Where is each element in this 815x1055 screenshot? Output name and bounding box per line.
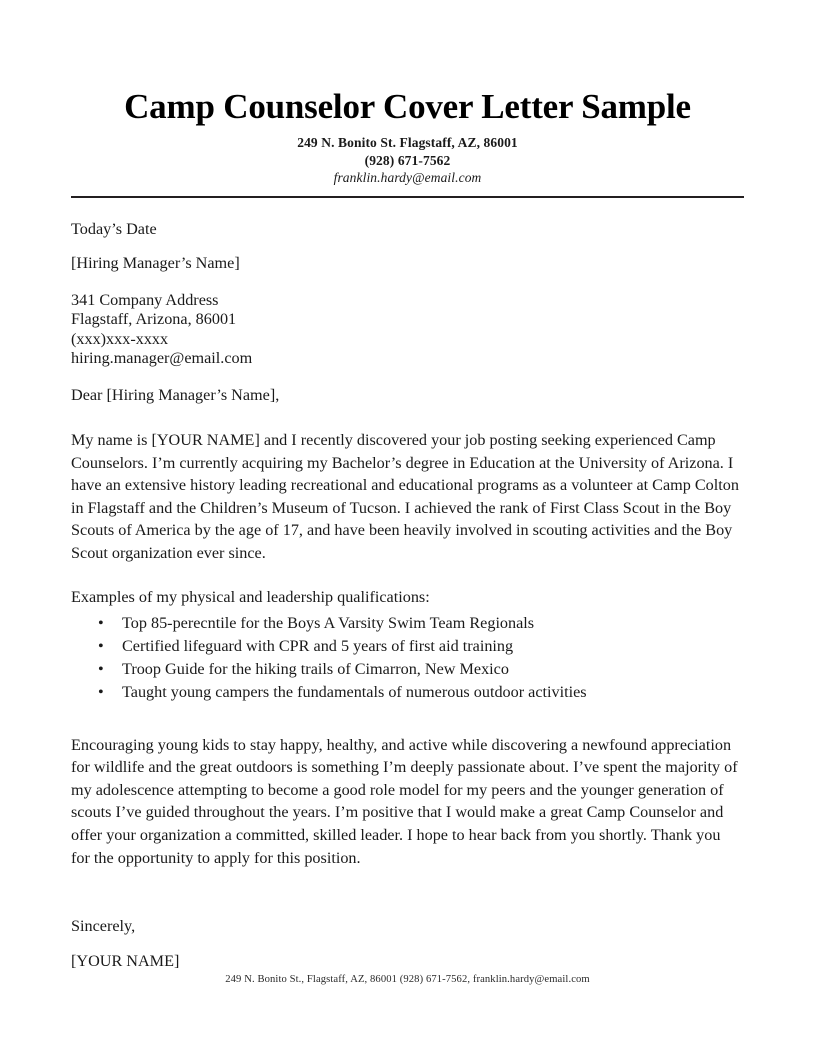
list-item (71, 612, 743, 635)
page-footer: 249 N. Bonito St., Flagstaff, AZ, 86001 (928) 671-7562, franklin.hardy@email.com (225, 974, 590, 985)
list-item-label: Troop Guide for the hiking trails of Cimarron, New Mexico (122, 659, 509, 678)
body-paragraph-2: Encouraging young kids to stay happy, healthy, and active while discovering a newfound appreciation for wildlife and the great outdoors is something I’m deeply passionate about. I’ve spent the majority of my adolescence attempting to become a good role model for my peers and the younger generation of scouts I’ve guided throughout the years. I’m positive that I would make a great Camp Counselor and offer your organization a committed, skilled leader. I hope to hear back from you shortly. Thank you for the opportunity to apply for this position. (71, 735, 738, 867)
bullet-icon: • (98, 614, 104, 633)
salutation: Dear [Hiring Manager’s Name], (71, 386, 280, 405)
list-item-label: Certified lifeguard with CPR and 5 years of first aid training (122, 636, 514, 655)
letterhead-contact-block (0, 134, 815, 187)
list-item (71, 635, 743, 658)
spacer (71, 704, 743, 734)
bullet-icon: • (98, 636, 104, 655)
page-title: Camp Counselor Cover Letter Sample (124, 87, 691, 126)
spacer (71, 564, 743, 586)
recipient-address-line: (xxx)xxx-xxxx (71, 329, 169, 348)
spacer (71, 938, 743, 950)
letter-date: Today’s Date (71, 219, 157, 238)
list-item (71, 681, 743, 704)
date-recipient-block (71, 218, 743, 275)
qualifications-list (71, 612, 743, 704)
list-item (71, 658, 743, 681)
spacer (71, 899, 743, 915)
qualifications-intro: Examples of my physical and leadership qualifications: (71, 588, 430, 607)
spacer (71, 407, 743, 429)
letterhead-email: franklin.hardy@email.com (333, 170, 482, 185)
spacer (71, 368, 743, 384)
bullet-icon: • (98, 659, 104, 678)
spacer (71, 869, 743, 899)
recipient-address-line: Flagstaff, Arizona, 86001 (71, 310, 237, 329)
list-item-label: Taught young campers the fundamentals of numerous outdoor activities (122, 682, 587, 701)
letter-body (0, 218, 815, 973)
letterhead-phone: (928) 671-7562 (364, 152, 451, 168)
body-paragraph-1: My name is [YOUR NAME] and I recently discovered your job posting seeking experienced Camp Counselors. I’m currently acquiring my Bachelor’s degree in Education at the University of Arizona. I have an extensive history leading recreational and educational programs as a volunteer at Camp Colton in Flagstaff and the Children’s Museum of Tucson. I achieved the rank of First Class Scout in the Boy Scouts of America by the age of 17, and have been heavily involved in scouting activities and the Boy Scout organization ever since. (71, 430, 739, 562)
recipient-address-block (71, 291, 743, 369)
recipient-address-line: 341 Company Address (71, 290, 219, 309)
recipient-address-line: hiring.manager@email.com (71, 348, 253, 367)
closing: Sincerely, (71, 917, 136, 936)
list-item-label: Top 85-perecntile for the Boys A Varsity Swim Team Regionals (122, 614, 535, 633)
letterhead-address: 249 N. Bonito St. Flagstaff, AZ, 86001 (297, 135, 518, 150)
bullet-icon: • (98, 682, 104, 701)
spacer (71, 240, 743, 252)
recipient-name: [Hiring Manager’s Name] (71, 254, 240, 273)
signature-name: [YOUR NAME] (71, 951, 180, 970)
letterhead (0, 0, 815, 198)
header-divider (71, 196, 744, 198)
spacer (71, 275, 743, 291)
